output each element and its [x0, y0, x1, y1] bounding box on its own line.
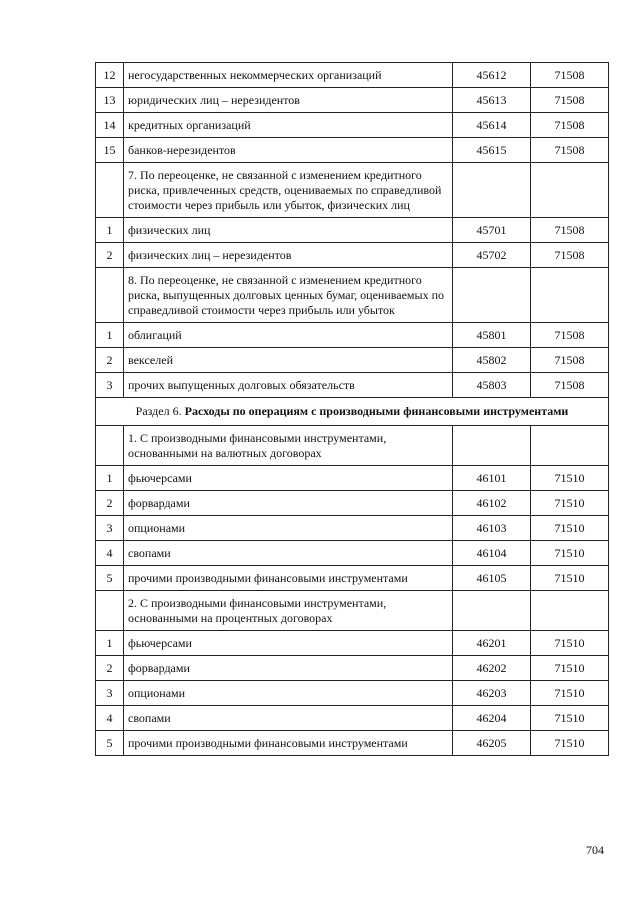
row-description: кредитных организаций [124, 113, 453, 138]
table-row [96, 466, 609, 491]
row-number: 5 [96, 566, 124, 591]
row-description: физических лиц [124, 218, 453, 243]
table-row [96, 218, 609, 243]
symbol-code: 71508 [531, 113, 609, 138]
table-row [96, 491, 609, 516]
table-row [96, 566, 609, 591]
table-row [96, 348, 609, 373]
page-number: 704 [586, 843, 604, 857]
row-description: векселей [124, 348, 453, 373]
table-row [96, 373, 609, 398]
account-number: 45614 [453, 113, 531, 138]
account-number: 45701 [453, 218, 531, 243]
row-description: фьючерсами [124, 631, 453, 656]
symbol-code: 71508 [531, 348, 609, 373]
row-description: физических лиц – нерезидентов [124, 243, 453, 268]
row-number [96, 163, 124, 218]
row-number: 14 [96, 113, 124, 138]
row-description: прочими производными финансовыми инструментами [124, 566, 453, 591]
account-number: 46201 [453, 631, 531, 656]
section-title: Расходы по операциям с производными финансовыми инструментами [184, 404, 569, 418]
symbol-code: 71508 [531, 373, 609, 398]
symbol-code: 71510 [531, 681, 609, 706]
table-row [96, 656, 609, 681]
row-description: форвардами [124, 656, 453, 681]
section-prefix: Раздел 6. [135, 404, 185, 418]
row-description: опционами [124, 516, 453, 541]
row-number: 2 [96, 348, 124, 373]
row-description: негосударственных некоммерческих организаций [124, 63, 453, 88]
row-number: 3 [96, 681, 124, 706]
row-number: 3 [96, 373, 124, 398]
accounts-table [95, 62, 609, 756]
account-number: 46203 [453, 681, 531, 706]
accounts-table-body [96, 63, 609, 756]
row-number: 1 [96, 631, 124, 656]
account-number: 45702 [453, 243, 531, 268]
row-description: облигаций [124, 323, 453, 348]
symbol-code: 71510 [531, 516, 609, 541]
section-header [96, 398, 609, 426]
table-row [96, 541, 609, 566]
row-number: 4 [96, 706, 124, 731]
group-title: 8. По переоценке, не связанной с изменением кредитного риска, выпущенных долговых ценных бумаг, оцениваемых по справедливой стоимости через прибыль или убыток [124, 268, 453, 323]
account-number: 46101 [453, 466, 531, 491]
group-header-row [96, 591, 609, 631]
account-number [453, 426, 531, 466]
account-number: 45801 [453, 323, 531, 348]
row-number: 15 [96, 138, 124, 163]
account-number: 45615 [453, 138, 531, 163]
row-number: 5 [96, 731, 124, 756]
table-row [96, 63, 609, 88]
group-header-row [96, 268, 609, 323]
table-row [96, 731, 609, 756]
account-number [453, 268, 531, 323]
row-description: юридических лиц – нерезидентов [124, 88, 453, 113]
account-number: 45802 [453, 348, 531, 373]
table-row [96, 706, 609, 731]
symbol-code [531, 591, 609, 631]
group-title: 7. По переоценке, не связанной с изменением кредитного риска, привлеченных средств, оцениваемых по справедливой стоимости через прибыль или убыток, физических лиц [124, 163, 453, 218]
account-number: 46102 [453, 491, 531, 516]
row-number [96, 426, 124, 466]
symbol-code: 71510 [531, 466, 609, 491]
row-number: 1 [96, 323, 124, 348]
table-row [96, 323, 609, 348]
table-row [96, 243, 609, 268]
row-description: опционами [124, 681, 453, 706]
row-description: прочих выпущенных долговых обязательств [124, 373, 453, 398]
account-number [453, 163, 531, 218]
account-number: 45803 [453, 373, 531, 398]
row-number: 2 [96, 243, 124, 268]
account-number: 46202 [453, 656, 531, 681]
row-description: фьючерсами [124, 466, 453, 491]
row-number: 1 [96, 218, 124, 243]
section-header-row [96, 398, 609, 426]
symbol-code: 71508 [531, 243, 609, 268]
account-number [453, 591, 531, 631]
symbol-code: 71510 [531, 731, 609, 756]
table-row [96, 681, 609, 706]
group-header-row [96, 426, 609, 466]
row-number: 1 [96, 466, 124, 491]
table-row [96, 138, 609, 163]
row-description: форвардами [124, 491, 453, 516]
symbol-code [531, 426, 609, 466]
row-number [96, 268, 124, 323]
symbol-code: 71508 [531, 323, 609, 348]
group-title: 2. С производными финансовыми инструментами, основанными на процентных договорах [124, 591, 453, 631]
group-header-row [96, 163, 609, 218]
row-number: 2 [96, 491, 124, 516]
symbol-code: 71510 [531, 491, 609, 516]
account-number: 46104 [453, 541, 531, 566]
group-title: 1. С производными финансовыми инструментами, основанными на валютных договорах [124, 426, 453, 466]
symbol-code: 71508 [531, 88, 609, 113]
symbol-code: 71508 [531, 63, 609, 88]
symbol-code [531, 268, 609, 323]
table-row [96, 113, 609, 138]
row-number: 2 [96, 656, 124, 681]
symbol-code: 71510 [531, 656, 609, 681]
symbol-code: 71510 [531, 541, 609, 566]
account-number: 45613 [453, 88, 531, 113]
row-description: свопами [124, 706, 453, 731]
account-number: 46205 [453, 731, 531, 756]
row-number: 12 [96, 63, 124, 88]
row-number [96, 591, 124, 631]
symbol-code: 71510 [531, 566, 609, 591]
account-number: 46105 [453, 566, 531, 591]
account-number: 46103 [453, 516, 531, 541]
symbol-code: 71508 [531, 218, 609, 243]
symbol-code [531, 163, 609, 218]
symbol-code: 71510 [531, 631, 609, 656]
row-description: прочими производными финансовыми инструментами [124, 731, 453, 756]
table-row [96, 88, 609, 113]
table-row [96, 631, 609, 656]
table-row [96, 516, 609, 541]
account-number: 45612 [453, 63, 531, 88]
row-number: 3 [96, 516, 124, 541]
symbol-code: 71508 [531, 138, 609, 163]
row-number: 13 [96, 88, 124, 113]
row-number: 4 [96, 541, 124, 566]
account-number: 46204 [453, 706, 531, 731]
row-description: свопами [124, 541, 453, 566]
row-description: банков-нерезидентов [124, 138, 453, 163]
symbol-code: 71510 [531, 706, 609, 731]
